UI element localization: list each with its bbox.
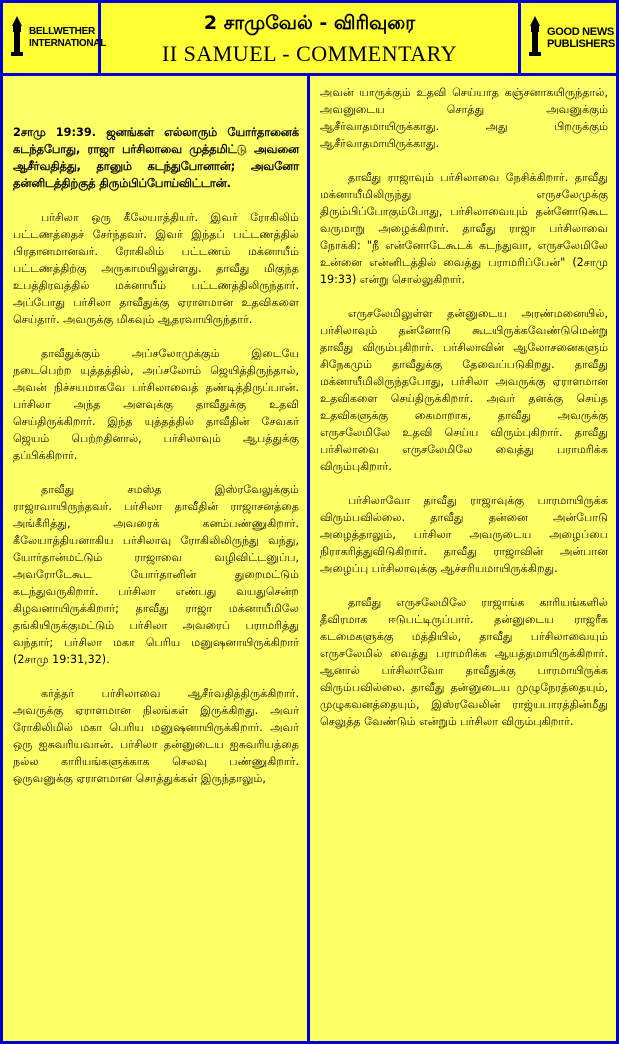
right-logo-text: GOOD NEWS PUBLISHERS xyxy=(547,26,615,50)
bellwether-logo xyxy=(3,3,107,73)
paragraph: பர்சிலா ஒரு கீலேயாத்தியர். இவர் ரோகிலிம் பட்டணத்தைச் சேர்ந்தவர். இவர் இந்தப் பட்டணத்தில் பிரதானமானவர். ரோகிலிம் பட்டணம் மக்னாயீம் பட்டணத்திற்கு அருகாமயிலுள்ளது. தாவீது மிகுந்த உபத்திரவத்தில் மக்னாயீம் பட்டணத்திலிருந்தார். அப்போது பர்சிலா தாவீதுக்கு ஏராளமான உதவிகளை செய்தார். அவருக்கு மிகவும் ஆதரவாயிருந்தார். xyxy=(13,211,299,326)
bell-tower-icon xyxy=(9,16,25,60)
paragraph: தாவீது ராஜாவும் பர்சிலாவை நேசிக்கிறார். தாவீது மக்னாயீமிலிருந்து எருசலேமுக்கு திரும்பிப்போகும்போது, பர்சிலாவையும் தன்னோடுகூட வருமாறு அழைக்கிறார். தாவீது ராஜா பர்சிலாவை நோக்கி: "நீ என்னோடேகூடக் கடந்துவா, எருசலேமிலே உன்னை என்னிடத்தில் வைத்து பராமரிப்பேன்" (2சாமு 19:33) என்று சொல்லுகிறார். xyxy=(320,171,608,286)
right-column xyxy=(310,76,616,1041)
content-columns xyxy=(3,76,616,1041)
header xyxy=(3,3,616,76)
paragraph: அவன் யாருக்கும் உதவி செய்யாத கஞ்சனாகயிருந்தால், அவனுடைய சொத்து அவனுக்கும் ஆசீர்வாதமாயிருக்காது. அது பிறருக்கும் ஆசீர்வாதமாயிருக்காது. xyxy=(320,86,608,150)
paragraph: தாவீது சமஸ்த இஸ்ரவேலுக்கும் ராஜாவாயிருந்தவர். பர்சிலா தாவீதின் ராஜாசனத்தை அங்கீரித்து, அவரைக் கனம்பண்ணுகிறார். கீலேயாத்தியனாகிய பர்சிலாவு ரோகிலிலிருந்து வந்து, யோர்தான்மட்டும் ராஜாவை வழிவிட்டனுப்ப, அவரோடேகூட யோர்தானின் துறைமட்டும் கடந்துவருகிறார். பர்சிலா எண்பது வயதுசென்ற கிழவனாயிருக்கிறார்; தாவீது ராஜா மக்னாயீமிலே தங்கியிருக்குமட்டும் பர்சிலா அவரைப் பராமரித்து வந்தார்; பர்சிலா மகா பெரிய மனுஷனாயிருக்கிறார் (2சாமு 19:31,32). xyxy=(13,483,299,666)
page-title-tamil: 2 சாமுவேல் - விரிவுரை xyxy=(203,12,416,34)
title-area xyxy=(104,3,515,73)
verse-text: 2சாமு 19:39. ஜனங்கள் எல்லாரும் யோர்தானைக் கடந்தபோது, ராஜா பர்சிலாவை முத்தமிட்டு அவனை ஆசீர்வதித்து, தானும் கடந்துபோனான்; அவனோ தன்னிடத்திற்குத் திரும்பிப்போய்விட்டான். xyxy=(13,126,299,190)
paragraph: தாவீதுக்கும் அப்சலோமுக்கும் இடையே நடைபெற்ற யுத்தத்தில், அப்சலோம் ஜெயித்திருந்தால், அவன் நிச்சயமாகவே பர்சிலாவைத் தண்டித்திருப்பான். பர்சிலா அந்த அளவுக்கு தாவீதுக்கு உதவி செய்திருக்கிறார். இந்த யுத்தத்தில் தாவீதின் சேவகர் ஜெயம் பெற்றதினால், பர்சிலாவும் ஆபத்துக்கு தப்பிக்கிறார். xyxy=(13,347,299,462)
paragraph: கர்த்தர் பர்சிலாவை ஆசீர்வதித்திருக்கிறார். அவருக்கு ஏராளமான நிலங்கள் இருக்கிறது. அவர் ரோகிலிமில் மகா பெரிய மனுஷனாயிருக்கிறார். அவர் ஒரு ஐசுவரியவான். பர்சிலா தன்னுடைய ஐசுவரியத்தை நல்ல காரியங்களுக்காக செலவு பண்ணுகிறார். ஒருவனுக்கு ஏராளமான சொத்துக்கள் இருந்தாலும், xyxy=(13,687,299,785)
paragraph: பர்சிலாவோ தாவீது ராஜாவுக்கு பாரமாயிருக்க விரும்பவில்லை. தாவீது தன்னை அன்போடு அழைத்தாலும், பர்சிலா அவருடைய அழைப்பை நிராகரித்துவிடுகிறார். தாவீது ராஜாவின் அன்பான அழைப்பு பர்சிலாவுக்கு ஆச்சரியமாயிருக்கிறது. xyxy=(320,494,608,575)
paragraph: தாவீது எருசலேமிலே ராஜாங்க காரியங்களில் தீவிரமாக ஈடுபட்டிருப்பார். தன்னுடைய ராஜரீக கடமைகளுக்கு மத்தியில், தாவீது பர்சிலாவையும் எருசலேமில் வைத்து பராமரிக்க ஆயத்தமாயிருக்கிறார். ஆனால் பர்சிலாவோ தாவீதுக்கு பாரமாயிருக்க விரும்பவில்லை. தாவீது தன்னுடைய முழுநேரத்தையும், முழுகவனத்தையும், இஸ்ரவேலின் ராஜ்யபாரத்தின்மீது செலுத்த வேண்டும் என்றும் பர்சிலா விரும்புகிறார். xyxy=(320,596,608,728)
page-title-english: II SAMUEL - COMMENTARY xyxy=(161,41,458,66)
bell-tower-icon xyxy=(527,16,543,60)
good-news-logo xyxy=(518,3,616,73)
paragraph: எருசலேமிலுள்ள தன்னுடைய அரண்மனையில், பர்சிலாவும் தன்னோடு கூடயிருக்கவேண்டுமென்று தாவீது விரும்புகிறார். பர்சிலாவின் ஆலோசனைகளும் சிநேகமும் தாவீதுக்கு தேவைப்படுகிறது. தாவீது மக்னாயீமிலிருந்தபோது, பர்சிலா அவருக்கு ஏராளமான உதவிகளை செய்திருக்கிறார். அவர் தனக்கு செய்த உதவிகளுக்கு கைமாறாக, தாவீது அவருக்கு எருசலேமிலே உதவி செய்ய விரும்புகிறார். தாவீது பர்சிலாவை எருசலேமிலே வைத்து பராமரிக்க விரும்புகிறார். xyxy=(320,307,608,473)
left-column xyxy=(3,76,310,1041)
left-logo-text: BELLWETHER INTERNATIONAL xyxy=(29,26,107,49)
